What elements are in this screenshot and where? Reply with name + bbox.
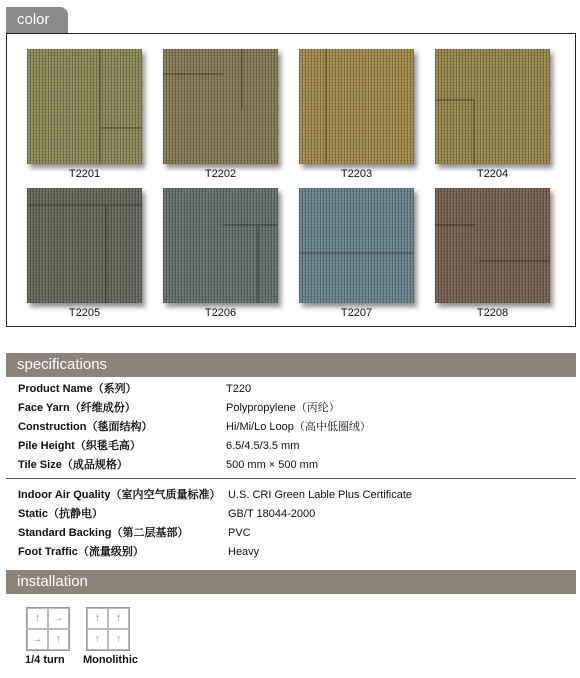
swatch-code: T2203 xyxy=(340,168,373,180)
spec-value: Heavy xyxy=(228,546,260,558)
swatch-code: T2205 xyxy=(68,307,101,319)
spec-label: Standard Backing（第二层基部） xyxy=(18,527,189,539)
spec-value: GB/T 18044-2000 xyxy=(228,508,316,520)
swatch-tile-t2206[interactable] xyxy=(163,188,278,303)
spec-label: Static（抗静电） xyxy=(18,508,103,520)
spec-label: Pile Height（织毯毛高） xyxy=(18,440,141,452)
swatch-tile-t2202[interactable] xyxy=(163,49,278,164)
spec-value: 6.5/4.5/3.5 mm xyxy=(226,440,300,452)
swatch-tile-t2204[interactable] xyxy=(435,49,550,164)
spec-label: Face Yarn（纤维成份） xyxy=(18,402,136,414)
color-swatch-panel xyxy=(6,33,576,327)
swatch-code: T2204 xyxy=(476,168,509,180)
quarter-turn-label: 1/4 turn xyxy=(25,654,65,666)
arrow-right-icon: → xyxy=(27,629,48,650)
swatch-code: T2207 xyxy=(340,307,373,319)
swatch-tile-t2208[interactable] xyxy=(435,188,550,303)
spec-label: Foot Traffic（流量级别） xyxy=(18,546,144,558)
swatch-tile-t2207[interactable] xyxy=(299,188,414,303)
color-section-tab: color xyxy=(6,7,68,33)
swatch-code: T2201 xyxy=(68,168,101,180)
swatch-tile-t2201[interactable] xyxy=(27,49,142,164)
spec-value: Polypropylene（丙纶） xyxy=(226,402,340,414)
spec-divider xyxy=(6,478,576,479)
spec-label: Product Name（系列） xyxy=(18,383,137,395)
arrow-up-icon: ↑ xyxy=(87,629,108,650)
monolithic-diagram xyxy=(86,607,130,651)
swatch-code: T2202 xyxy=(204,168,237,180)
quarter-turn-diagram xyxy=(26,607,70,651)
swatch-code: T2208 xyxy=(476,307,509,319)
specifications-header: specifications xyxy=(6,353,576,377)
spec-label: Construction（毯面结构） xyxy=(18,421,153,433)
monolithic-label: Monolithic xyxy=(83,654,138,666)
arrow-up-icon: ↑ xyxy=(27,608,48,629)
spec-value: T220 xyxy=(226,383,252,395)
spec-label: Indoor Air Quality（室内空气质量标准） xyxy=(18,489,221,501)
swatch-tile-t2203[interactable] xyxy=(299,49,414,164)
spec-value: Hi/Mi/Lo Loop（高中低圈绒） xyxy=(226,421,371,433)
spec-value: 500 mm × 500 mm xyxy=(226,459,319,471)
swatch-code: T2206 xyxy=(204,307,237,319)
spec-value: U.S. CRI Green Lable Plus Certificate xyxy=(228,489,413,501)
swatch-tile-t2205[interactable] xyxy=(27,188,142,303)
arrow-up-icon: ↑ xyxy=(108,629,129,650)
arrow-up-icon: ↑ xyxy=(87,608,108,629)
arrow-up-icon: ↑ xyxy=(48,629,69,650)
arrow-right-icon: → xyxy=(48,608,69,629)
installation-header: installation xyxy=(6,570,576,594)
arrow-up-icon: ↑ xyxy=(108,608,129,629)
spec-label: Tile Size（成品规格） xyxy=(18,459,128,471)
spec-value: PVC xyxy=(228,527,251,539)
